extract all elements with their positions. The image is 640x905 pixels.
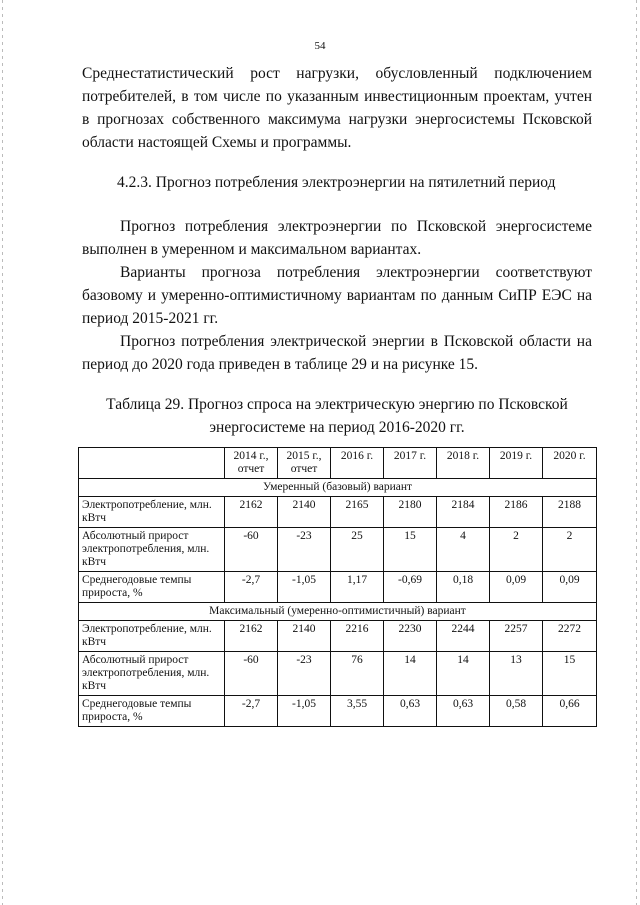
table-cell: 2 (490, 528, 543, 572)
table-cell: 2162 (225, 621, 278, 652)
table-cell: 0,09 (543, 572, 597, 603)
table-cell: 2184 (437, 497, 490, 528)
row-label: Электропотребление, млн. кВтч (79, 621, 225, 652)
table-cell: -23 (278, 528, 331, 572)
table-row (79, 696, 597, 727)
table-cell: 0,63 (437, 696, 490, 727)
table-section-row (79, 603, 597, 621)
row-label: Электропотребление, млн. кВтч (79, 497, 225, 528)
table-cell: 2162 (225, 497, 278, 528)
table-cell: 2244 (437, 621, 490, 652)
table-cell: 0,63 (384, 696, 437, 727)
table-cell: 2272 (543, 621, 597, 652)
header-cell: 2015 г., отчет (278, 448, 331, 479)
header-cell: 2019 г. (490, 448, 543, 479)
table-caption: Таблица 29. Прогноз спроса на электрическую энергию по Псковской энергосистеме на период 2016-2020 гг. (106, 396, 568, 436)
paragraph-variants-correspondence: Варианты прогноза потребления электроэнергии соответствуют базовому и умеренно-оптимистичному вариантам по данным СиПР ЕЭС на период 2015-2021 гг. (82, 264, 592, 327)
header-cell: 2020 г. (543, 448, 597, 479)
section-heading: 4.2.3. Прогноз потребления электроэнергии на пятилетний период (117, 174, 556, 191)
table-cell: -60 (225, 528, 278, 572)
table-cell: 15 (384, 528, 437, 572)
table-cell: -2,7 (225, 572, 278, 603)
header-cell: 2016 г. (331, 448, 384, 479)
row-label: Среднегодовые темпы прироста, % (79, 572, 225, 603)
table-cell: 0,58 (490, 696, 543, 727)
table-cell: 2 (543, 528, 597, 572)
section-title: Максимальный (умеренно-оптимистичный) вариант (79, 603, 597, 621)
table-cell: 2257 (490, 621, 543, 652)
section-title: Умеренный (базовый) вариант (79, 479, 597, 497)
table-cell: 2188 (543, 497, 597, 528)
page-number: 54 (314, 40, 326, 52)
table-cell: 25 (331, 528, 384, 572)
row-label: Среднегодовые темпы прироста, % (79, 696, 225, 727)
table-cell: 76 (331, 652, 384, 696)
table-cell: 0,09 (490, 572, 543, 603)
table-cell: 1,17 (331, 572, 384, 603)
paragraph-forecast-variants: Прогноз потребления электроэнергии по Псковской энергосистеме выполнен в умеренном и максимальном вариантах. (82, 218, 592, 258)
table-header-row (79, 448, 597, 479)
paragraph-table-reference: Прогноз потребления электрической энергии в Псковской области на период до 2020 года приведен в таблице 29 и на рисунке 15. (82, 333, 592, 373)
table-cell: 2180 (384, 497, 437, 528)
table-cell: 15 (543, 652, 597, 696)
table-cell: -2,7 (225, 696, 278, 727)
table-cell: 13 (490, 652, 543, 696)
table-cell: 2230 (384, 621, 437, 652)
table-row (79, 652, 597, 696)
table-section-row (79, 479, 597, 497)
table-row (79, 528, 597, 572)
header-cell: 2018 г. (437, 448, 490, 479)
scan-edge-right (636, 0, 637, 905)
table-cell: -1,05 (278, 572, 331, 603)
row-label: Абсолютный прирост электропотребления, млн. кВтч (79, 528, 225, 572)
table-cell: 2165 (331, 497, 384, 528)
table-cell: 14 (437, 652, 490, 696)
table-row (79, 497, 597, 528)
paragraph-load-growth: Среднестатистический рост нагрузки, обусловленный подключением потребителей, в том числе по указанным инвестиционным проектам, учтен в прогнозах собственного максимума нагрузки энергосистемы Псковской области настоящей Схемы и программы. (82, 65, 592, 151)
table-cell: -60 (225, 652, 278, 696)
header-cell: 2014 г., отчет (225, 448, 278, 479)
table-cell: 2216 (331, 621, 384, 652)
scan-edge-left (2, 0, 3, 905)
table-cell: -0,69 (384, 572, 437, 603)
table-row (79, 572, 597, 603)
table-cell: 0,18 (437, 572, 490, 603)
table-cell: 2140 (278, 621, 331, 652)
forecast-table (78, 447, 597, 727)
header-cell (79, 448, 225, 479)
table-cell: -1,05 (278, 696, 331, 727)
table-cell: 3,55 (331, 696, 384, 727)
header-cell: 2017 г. (384, 448, 437, 479)
table-cell: 0,66 (543, 696, 597, 727)
table-cell: -23 (278, 652, 331, 696)
table-cell: 2140 (278, 497, 331, 528)
table-cell: 4 (437, 528, 490, 572)
table-row (79, 621, 597, 652)
table-cell: 2186 (490, 497, 543, 528)
table-cell: 14 (384, 652, 437, 696)
row-label: Абсолютный прирост электропотребления, млн. кВтч (79, 652, 225, 696)
